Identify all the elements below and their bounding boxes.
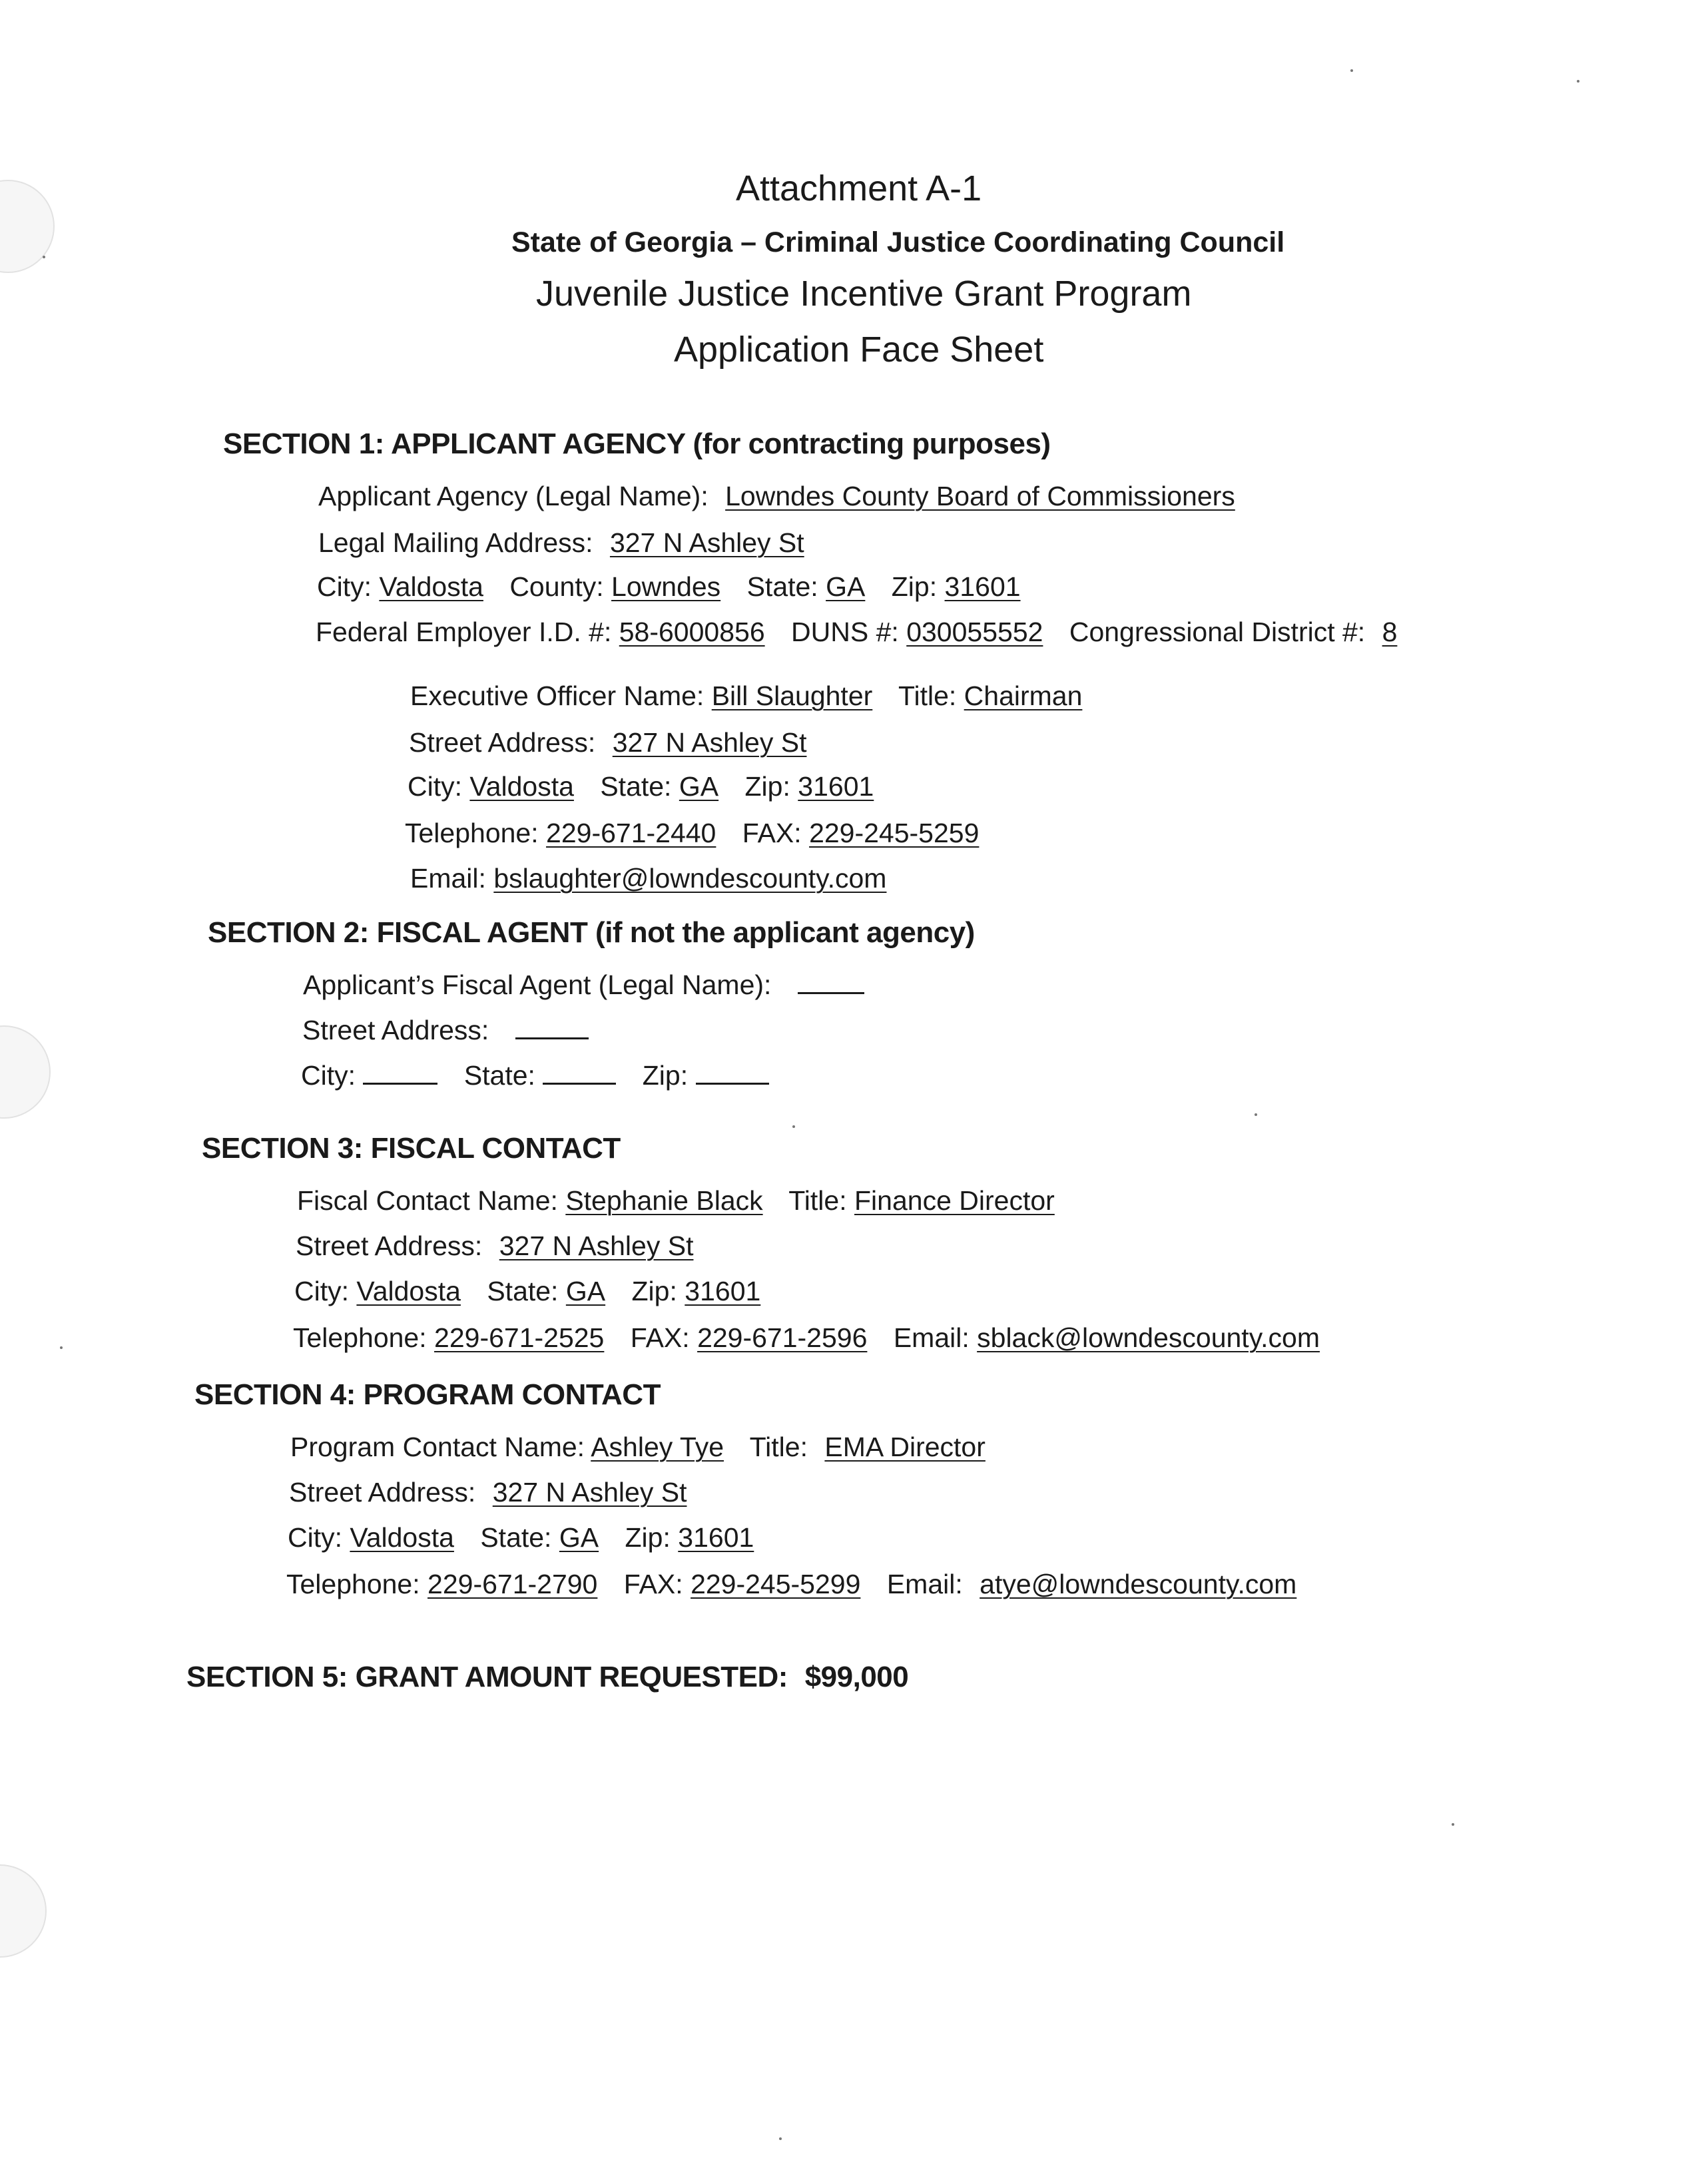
officer-title-value: Chairman (964, 681, 1083, 711)
program-contact-name-label: Program Contact Name: (290, 1432, 585, 1462)
scan-speck (60, 1346, 63, 1349)
mailing-address-value: 327 N Ashley St (609, 527, 804, 558)
district-value: 8 (1382, 617, 1398, 647)
fiscal-agent-street-label: Street Address: (302, 1015, 489, 1045)
officer-state-value: GA (679, 771, 719, 802)
fein-label: Federal Employer I.D. #: (316, 617, 612, 647)
program-contact-email-value: atye@lowndescounty.com (980, 1569, 1297, 1599)
program-contact-zip-label: Zip: (625, 1522, 671, 1553)
officer-phone-label: Telephone: (405, 818, 539, 848)
fiscal-contact-city-label: City: (294, 1276, 349, 1306)
section-1-heading: SECTION 1: APPLICANT AGENCY (for contracting purposes) (223, 427, 1051, 460)
officer-title-label: Title: (898, 681, 957, 711)
officer-state-label: State: (600, 771, 672, 802)
fiscal-contact-phone-value: 229-671-2525 (434, 1322, 605, 1353)
fiscal-contact-email-value: sblack@lowndescounty.com (977, 1322, 1320, 1353)
officer-email-value: bslaughter@lowndescounty.com (493, 863, 887, 894)
punch-hole-bottom (0, 1864, 47, 1958)
state-label: State: (746, 571, 818, 602)
fiscal-contact-state-value: GA (565, 1276, 606, 1306)
attachment-title: Attachment A-1 (736, 168, 982, 208)
fiscal-contact-zip-label: Zip: (631, 1276, 677, 1306)
program-contact-phone-label: Telephone: (286, 1569, 420, 1599)
officer-street-row (409, 727, 806, 758)
fiscal-contact-street-label: Street Address: (296, 1230, 483, 1261)
grant-amount-value: $99,000 (804, 1661, 909, 1693)
agency-subtitle: State of Georgia – Criminal Justice Coordinating Council (511, 226, 1285, 258)
scan-speck (779, 2137, 782, 2140)
fiscal-agent-city-blank (363, 1063, 437, 1085)
program-contact-city-value: Valdosta (350, 1522, 454, 1553)
fiscal-contact-fax-value: 229-671-2596 (697, 1322, 868, 1353)
applicant-agency-value: Lowndes County Board of Commissioners (725, 481, 1235, 511)
zip-value: 31601 (944, 571, 1021, 602)
fein-value: 58-6000856 (619, 617, 765, 647)
officer-phone-row (405, 818, 979, 849)
officer-street-label: Street Address: (409, 727, 596, 758)
program-contact-street-value: 327 N Ashley St (492, 1477, 687, 1507)
fiscal-contact-street-value: 327 N Ashley St (499, 1230, 694, 1261)
fiscal-contact-name-label: Fiscal Contact Name: (297, 1185, 558, 1216)
fiscal-contact-name-value: Stephanie Black (565, 1185, 763, 1216)
program-contact-city-label: City: (288, 1522, 342, 1553)
mailing-address-label: Legal Mailing Address: (318, 527, 593, 558)
program-contact-title-label: Title: (749, 1432, 808, 1462)
fiscal-contact-city-row (294, 1276, 760, 1307)
fiscal-contact-state-label: State: (487, 1276, 559, 1306)
county-label: County: (509, 571, 604, 602)
officer-city-row (408, 771, 874, 802)
fiscal-contact-street-row (296, 1230, 693, 1262)
fiscal-contact-phone-row (293, 1322, 1320, 1354)
fiscal-agent-blank (798, 972, 864, 994)
fiscal-agent-label: Applicant’s Fiscal Agent (Legal Name): (303, 969, 772, 1000)
mailing-address-row (318, 527, 804, 559)
program-contact-city-row (288, 1522, 754, 1553)
fiscal-agent-state-blank (543, 1063, 616, 1085)
officer-zip-label: Zip: (744, 771, 790, 802)
city-county-row (317, 571, 1021, 603)
duns-value: 030055552 (906, 617, 1043, 647)
applicant-agency-label: Applicant Agency (Legal Name): (318, 481, 708, 511)
scan-speck (792, 1125, 795, 1128)
section-2-heading: SECTION 2: FISCAL AGENT (if not the applicant agency) (208, 916, 975, 949)
fiscal-agent-row (303, 969, 864, 1001)
fiscal-contact-zip-value: 31601 (685, 1276, 761, 1306)
officer-fax-label: FAX: (742, 818, 802, 848)
city-label: City: (317, 571, 372, 602)
officer-name-value: Bill Slaughter (711, 681, 873, 711)
fiscal-contact-city-value: Valdosta (356, 1276, 461, 1306)
section-3-heading: SECTION 3: FISCAL CONTACT (202, 1132, 621, 1165)
fiscal-agent-street-blank (515, 1017, 589, 1039)
federal-id-row (316, 617, 1397, 648)
officer-email-label: Email: (410, 863, 486, 894)
punch-hole-middle (0, 1025, 51, 1119)
program-title: Juvenile Justice Incentive Grant Program (536, 274, 1192, 314)
officer-street-value: 327 N Ashley St (612, 727, 807, 758)
fiscal-agent-street-row (302, 1015, 589, 1046)
fiscal-agent-city-label: City: (301, 1060, 356, 1091)
program-contact-state-value: GA (559, 1522, 599, 1553)
section-5-row (186, 1661, 908, 1694)
officer-zip-value: 31601 (798, 771, 874, 802)
program-contact-state-label: State: (480, 1522, 552, 1553)
district-label: Congressional District #: (1069, 617, 1366, 647)
sheet-title: Application Face Sheet (674, 330, 1044, 370)
scan-speck (1255, 1113, 1257, 1116)
program-contact-phone-row (286, 1569, 1296, 1600)
scan-speck (1350, 69, 1353, 72)
officer-name-label: Executive Officer Name: (410, 681, 705, 711)
zip-label: Zip: (891, 571, 938, 602)
program-contact-title-value: EMA Director (824, 1432, 986, 1462)
county-value: Lowndes (611, 571, 721, 602)
officer-fax-value: 229-245-5259 (809, 818, 980, 848)
state-value: GA (826, 571, 866, 602)
program-contact-fax-value: 229-245-5299 (691, 1569, 861, 1599)
fiscal-contact-fax-label: FAX: (630, 1322, 690, 1353)
fiscal-agent-state-label: State: (463, 1060, 535, 1091)
program-contact-email-label: Email: (886, 1569, 963, 1599)
applicant-agency-row (318, 481, 1235, 512)
program-contact-phone-value: 229-671-2790 (427, 1569, 598, 1599)
scan-speck (1452, 1823, 1454, 1826)
officer-email-row (410, 863, 886, 894)
program-contact-fax-label: FAX: (623, 1569, 683, 1599)
fiscal-agent-zip-label: Zip: (642, 1060, 689, 1091)
scan-speck (43, 256, 45, 258)
officer-phone-value: 229-671-2440 (546, 818, 716, 848)
fiscal-contact-phone-label: Telephone: (293, 1322, 427, 1353)
program-contact-name-value: Ashley Tye (591, 1432, 724, 1462)
fiscal-contact-email-label: Email: (893, 1322, 970, 1353)
section-4-heading: SECTION 4: PROGRAM CONTACT (194, 1378, 661, 1411)
fiscal-contact-title-value: Finance Director (854, 1185, 1055, 1216)
officer-city-label: City: (408, 771, 462, 802)
scan-speck (1577, 80, 1579, 83)
section-5-heading: SECTION 5: GRANT AMOUNT REQUESTED: (186, 1661, 788, 1693)
program-contact-street-label: Street Address: (289, 1477, 476, 1507)
program-contact-street-row (289, 1477, 687, 1508)
officer-city-value: Valdosta (469, 771, 574, 802)
executive-officer-row (410, 681, 1082, 712)
city-value: Valdosta (379, 571, 483, 602)
program-contact-row (290, 1432, 986, 1463)
program-contact-zip-value: 31601 (678, 1522, 754, 1553)
punch-hole-top (0, 180, 55, 273)
duns-label: DUNS #: (791, 617, 899, 647)
fiscal-contact-row (297, 1185, 1055, 1217)
fiscal-contact-title-label: Title: (788, 1185, 847, 1216)
fiscal-agent-city-row (301, 1060, 769, 1091)
fiscal-agent-zip-blank (696, 1063, 769, 1085)
